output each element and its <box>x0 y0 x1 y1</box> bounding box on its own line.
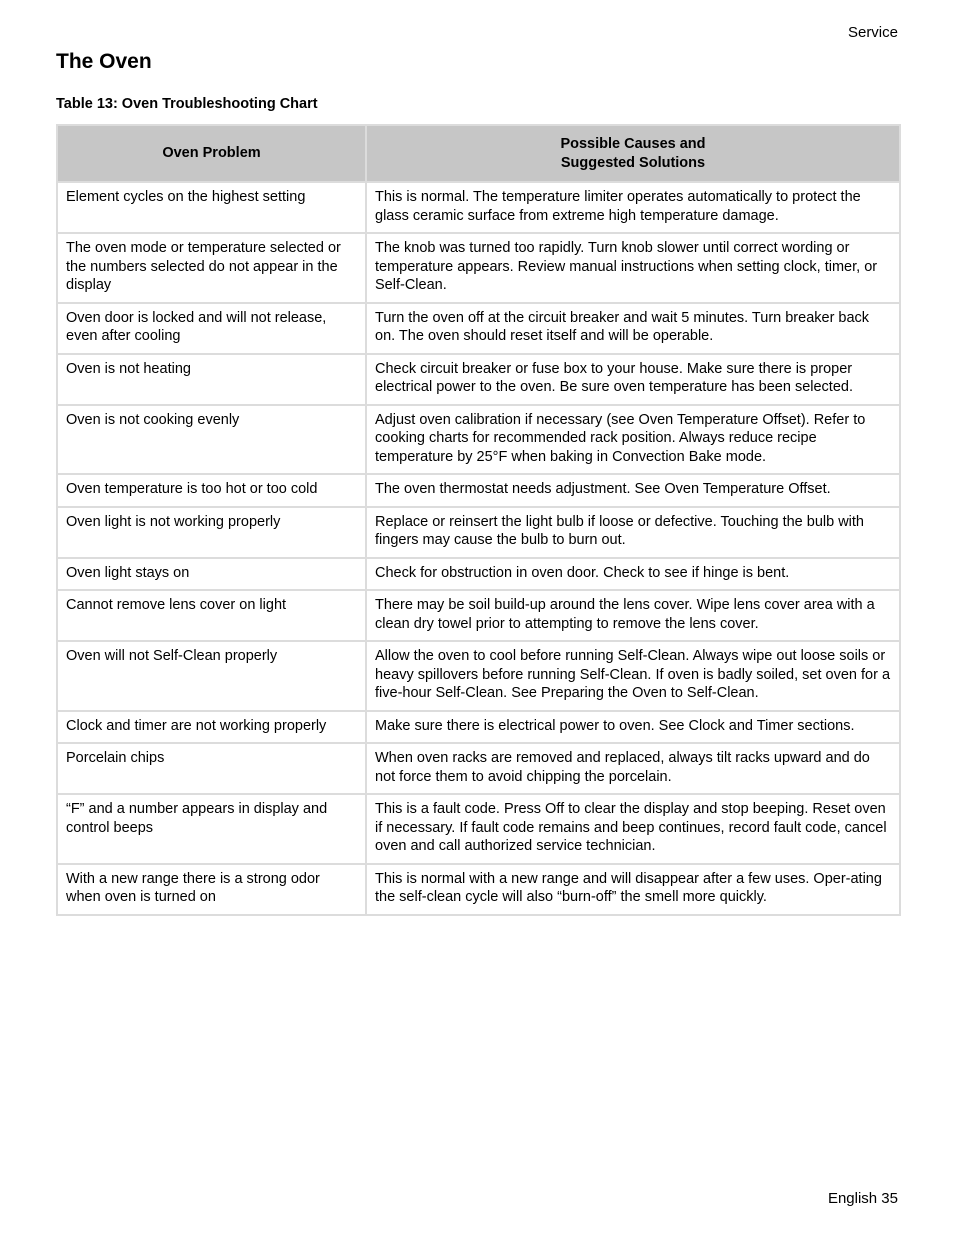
solution-cell: This is a fault code. Press Off to clear the display and stop beeping. Reset oven if necessary. If fault code remains and beep continues, record fault code, cancel oven and call authorized service technician. <box>366 794 900 864</box>
solution-cell: There may be soil build-up around the lens cover. Wipe lens cover area with a clean dry towel prior to attempting to remove the lens cover. <box>366 590 900 641</box>
table-row <box>57 743 900 794</box>
column-header-solution-line1: Possible Causes and <box>560 136 706 152</box>
column-header-problem: Oven Problem <box>57 125 366 182</box>
table-header-row <box>57 125 900 182</box>
solution-cell: When oven racks are removed and replaced, always tilt racks upward and do not force them to avoid chipping the porcelain. <box>366 743 900 794</box>
problem-cell: Porcelain chips <box>57 743 366 794</box>
table-row <box>57 794 900 864</box>
table-row <box>57 405 900 475</box>
table-row <box>57 474 900 507</box>
problem-cell: Element cycles on the highest setting <box>57 182 366 233</box>
column-header-solution <box>366 125 900 182</box>
problem-cell: Cannot remove lens cover on light <box>57 590 366 641</box>
table-row <box>57 558 900 591</box>
table-row <box>57 233 900 303</box>
page-number: English 35 <box>827 1190 898 1207</box>
problem-cell: Oven door is locked and will not release, even after cooling <box>57 303 366 354</box>
problem-cell: Oven light stays on <box>57 558 366 591</box>
solution-cell: This is normal with a new range and will disappear after a few uses. Oper-ating the self-clean cycle will also “burn-off” the smell more quickly. <box>366 864 900 915</box>
solution-cell: Replace or reinsert the light bulb if loose or defective. Touching the bulb with fingers may cause the bulb to burn out. <box>366 507 900 558</box>
table-row <box>57 590 900 641</box>
problem-cell: Oven is not cooking evenly <box>57 405 366 475</box>
solution-cell: This is normal. The temperature limiter operates automatically to protect the glass ceramic surface from extreme high temperature damage. <box>366 182 900 233</box>
section-header: Service <box>847 24 898 41</box>
problem-cell: Clock and timer are not working properly <box>57 711 366 744</box>
table-row <box>57 354 900 405</box>
table-row <box>57 864 900 915</box>
solution-cell: The oven thermostat needs adjustment. See Oven Temperature Offset. <box>366 474 900 507</box>
table-row <box>57 641 900 711</box>
problem-cell: With a new range there is a strong odor when oven is turned on <box>57 864 366 915</box>
solution-cell: The knob was turned too rapidly. Turn knob slower until correct wording or temperature appears. Review manual instructions when setting clock, timer, or Self-Clean. <box>366 233 900 303</box>
table-row <box>57 507 900 558</box>
solution-cell: Check for obstruction in oven door. Check to see if hinge is bent. <box>366 558 900 591</box>
table-row <box>57 303 900 354</box>
table-row <box>57 182 900 233</box>
column-header-solution-line2: Suggested Solutions <box>560 154 706 171</box>
solution-cell: Turn the oven off at the circuit breaker and wait 5 minutes. Turn breaker back on. The oven should reset itself and will be operable. <box>366 303 900 354</box>
problem-cell: “F” and a number appears in display and control beeps <box>57 794 366 864</box>
problem-cell: Oven light is not working properly <box>57 507 366 558</box>
page-title: The Oven <box>56 50 152 73</box>
table-caption: Table 13: Oven Troubleshooting Chart <box>56 96 318 112</box>
problem-cell: Oven is not heating <box>57 354 366 405</box>
solution-cell: Make sure there is electrical power to oven. See Clock and Timer sections. <box>366 711 900 744</box>
problem-cell: The oven mode or temperature selected or the numbers selected do not appear in the display <box>57 233 366 303</box>
solution-cell: Allow the oven to cool before running Self-Clean. Always wipe out loose soils or heavy spillovers before running Self-Clean. If oven is badly soiled, set oven for a five-hour Self-Clean. See Preparing the Oven to Self-Clean. <box>366 641 900 711</box>
solution-cell: Adjust oven calibration if necessary (see Oven Temperature Offset). Refer to cooking charts for recommended rack position. Always reduce recipe temperature by 25°F when baking in Convection Bake mode. <box>366 405 900 475</box>
solution-cell: Check circuit breaker or fuse box to your house. Make sure there is proper electrical power to the oven. Be sure oven temperature has been selected. <box>366 354 900 405</box>
problem-cell: Oven temperature is too hot or too cold <box>57 474 366 507</box>
table-row <box>57 711 900 744</box>
troubleshooting-table <box>56 124 901 916</box>
problem-cell: Oven will not Self-Clean properly <box>57 641 366 711</box>
